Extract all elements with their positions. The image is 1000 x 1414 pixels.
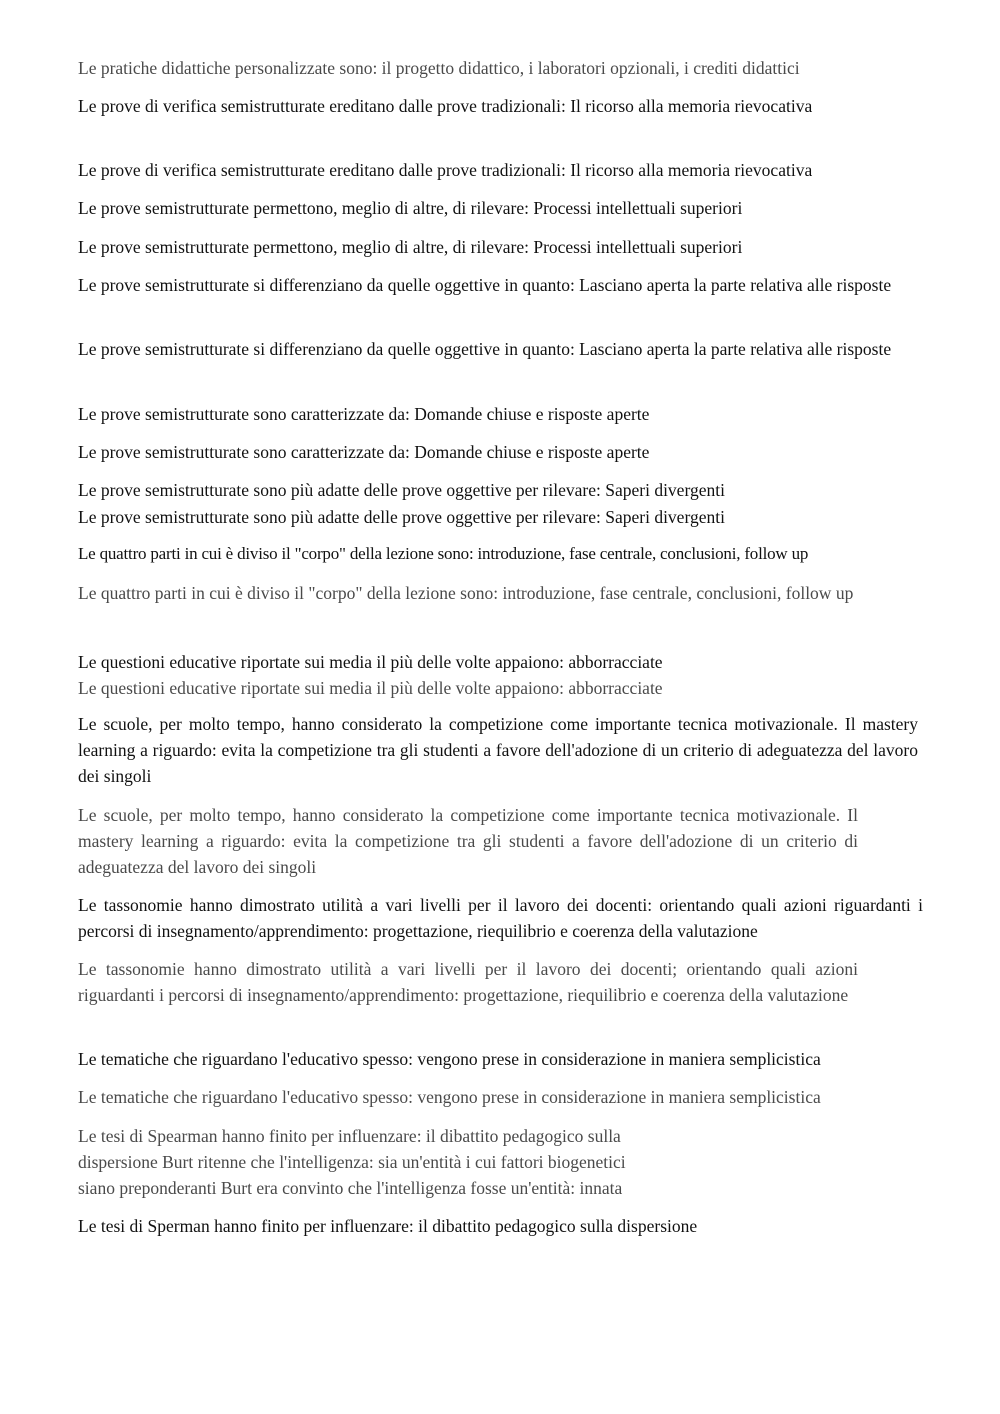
paragraph-11: Le prove semistrutturate sono più adatte delle prove oggettive per rilevare: Saperi divergenti <box>78 507 725 527</box>
paragraph-17: Le scuole, per molto tempo, hanno considerato la competizione come importante tecnica motivazionale. Il mastery learning a riguardo: evita la competizione tra gli studenti a favore dell'adozione di un criterio di adeguatezza del lavoro dei singoli <box>78 805 858 877</box>
paragraph-2: Le prove di verifica semistrutturate ereditano dalle prove tradizionali: Il ricorso alla memoria rievocativa <box>78 96 813 116</box>
paragraph-14: Le questioni educative riportate sui media il più delle volte appaiono: abborracciate <box>78 652 663 672</box>
paragraph-6: Le prove semistrutturate si differenziano da quelle oggettive in quanto: Lasciano aperta la parte relativa alle risposte <box>78 275 892 295</box>
paragraph-4: Le prove semistrutturate permettono, meglio di altre, di rilevare: Processi intellettuali superiori <box>78 198 743 218</box>
paragraph-9: Le prove semistrutturate sono caratterizzate da: Domande chiuse e risposte aperte <box>78 442 650 462</box>
paragraph-12: Le quattro parti in cui è diviso il "corpo" della lezione sono: introduzione, fase centrale, conclusioni, follow up <box>78 544 809 563</box>
paragraph-8: Le prove semistrutturate sono caratterizzate da: Domande chiuse e risposte aperte <box>78 404 650 424</box>
paragraph-16: Le scuole, per molto tempo, hanno considerato la competizione come importante tecnica motivazionale. Il mastery learning a riguardo: evita la competizione tra gli studenti a favore dell'adozione di un criterio di adeguatezza del lavoro dei singoli <box>78 714 918 786</box>
paragraph-15: Le questioni educative riportate sui media il più delle volte appaiono: abborracciate <box>78 678 663 698</box>
paragraph-7: Le prove semistrutturate si differenziano da quelle oggettive in quanto: Lasciano aperta la parte relativa alle risposte <box>78 339 892 359</box>
paragraph-18: Le tassonomie hanno dimostrato utilità a vari livelli per il lavoro dei docenti: orientando quali azioni riguardanti i percorsi di insegnamento/apprendimento: progettazione, riequilibrio e coerenza della valutazione <box>78 895 923 941</box>
paragraph-5: Le prove semistrutturate permettono, meglio di altre, di rilevare: Processi intellettuali superiori <box>78 237 743 257</box>
paragraph-21: Le tematiche che riguardano l'educativo spesso: vengono prese in considerazione in maniera semplicistica <box>78 1087 821 1107</box>
paragraph-10: Le prove semistrutturate sono più adatte delle prove oggettive per rilevare: Saperi divergenti <box>78 480 725 500</box>
paragraph-19: Le tassonomie hanno dimostrato utilità a vari livelli per il lavoro dei docenti; orientando quali azioni riguardanti i percorsi di insegnamento/apprendimento: progettazione, riequilibrio e coerenza della valutazione <box>78 959 858 1005</box>
paragraph-20: Le tematiche che riguardano l'educativo spesso: vengono prese in considerazione in maniera semplicistica <box>78 1049 821 1069</box>
paragraph-22-line-2: dispersione Burt ritenne che l'intelligenza: sia un'entità i cui fattori biogenetici <box>78 1152 626 1172</box>
paragraph-1: Le pratiche didattiche personalizzate sono: il progetto didattico, i laboratori opzionali, i crediti didattici <box>78 58 800 78</box>
paragraph-23: Le tesi di Sperman hanno finito per influenzare: il dibattito pedagogico sulla dispersione <box>78 1216 698 1236</box>
paragraph-22-line-3: siano preponderanti Burt era convinto che l'intelligenza fosse un'entità: innata <box>78 1178 623 1198</box>
paragraph-22-line-1: Le tesi di Spearman hanno finito per influenzare: il dibattito pedagogico sulla <box>78 1126 621 1146</box>
paragraph-13: Le quattro parti in cui è diviso il "corpo" della lezione sono: introduzione, fase centrale, conclusioni, follow up <box>78 583 854 603</box>
paragraph-3: Le prove di verifica semistrutturate ereditano dalle prove tradizionali: Il ricorso alla memoria rievocativa <box>78 160 813 180</box>
